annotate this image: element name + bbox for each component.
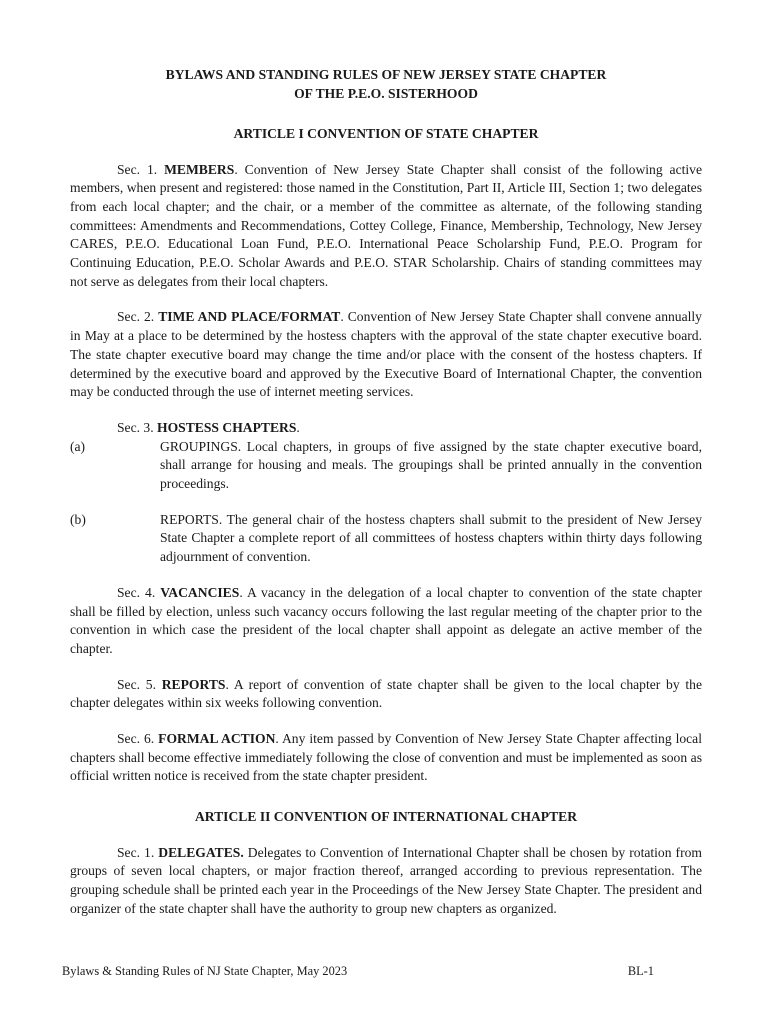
title-line-1: BYLAWS AND STANDING RULES OF NEW JERSEY STATE CHAPTER [165, 67, 607, 82]
footer-document-name: Bylaws & Standing Rules of NJ State Chapter, May 2023 [62, 964, 348, 978]
section-term: TIME AND PLACE/FORMAT [158, 309, 341, 325]
article-1-section-6: Sec. 6. FORMAL ACTION. Any item passed by Convention of New Jersey State Chapter affecting local chapters shall become effective immediately following the close of convention and must be implemented as soon as official written notice is received from the state chapter president. [70, 731, 702, 784]
article-1-section-4: Sec. 4. VACANCIES. A vacancy in the delegation of a local chapter to convention of the state chapter shall be filled by election, unless such vacancy occurs following the last regular meeting of the chapter prior to the convention in which case the president of the local chapter shall appoint as delegate an active member of the chapter. [70, 584, 702, 656]
article-1-section-3: Sec. 3. HOSTESS CHAPTERS. [117, 419, 300, 435]
section-term: DELEGATES. [158, 844, 244, 860]
article-2-section-1: Sec. 1. DELEGATES. Delegates to Convention of International Chapter shall be chosen by rotation from groups of seven local chapters, or major fraction thereof, arranged according to previous representation. The grouping schedule shall be printed each year in the Proceedings of the New Jersey State Chapter. The president and organizer of the state chapter shall have the authority to group new chapters as organized. [70, 844, 702, 916]
article-1-section-1: Sec. 1. MEMBERS. Convention of New Jersey State Chapter shall consist of the following active members, when present and registered: those named in the Constitution, Part II, Article III, Section 1; two delegates from each local chapter; and the chair, or a member of the committee as alternate, of the following standing committees: Amendments and Recommendations, Cottey College, Finance, Membership, Technology, New Jersey CARES, P.E.O. Educational Loan Fund, P.E.O. International Peace Scholarship Fund, P.E.O. Program for Continuing Education, P.E.O. Scholar Awards and P.E.O. STAR Scholarship. Chairs of standing committees may not serve as delegates from their local chapters. [70, 161, 702, 289]
section-term: MEMBERS [164, 161, 235, 177]
title-line-2: OF THE P.E.O. SISTERHOOD [294, 85, 478, 101]
section-term: HOSTESS CHAPTERS [157, 419, 297, 435]
article-1-heading: ARTICLE I CONVENTION OF STATE CHAPTER [233, 126, 539, 141]
article-1-section-5: Sec. 5. REPORTS. A report of convention of state chapter shall be given to the local chapter by the chapter delegates within six weeks following convention. [70, 676, 702, 711]
item-text: GROUPINGS. Local chapters, in groups of five assigned by the state chapter executive board, shall arrange for housing and meals. The groupings shall be printed annually in the convention proceedings. [160, 438, 702, 492]
page-footer [62, 964, 654, 979]
section-term: VACANCIES [160, 584, 240, 600]
article-1-section-2: Sec. 2. TIME AND PLACE/FORMAT. Convention of New Jersey State Chapter shall convene annually in May at a place to be determined by the hostess chapters with the approval of the state chapter executive board. The state chapter executive board may change the time and/or place with the consent of the hostess chapters. If determined by the executive board and approved by the Executive Board of International Chapter, the convention may be conducted through the use of internet meeting services. [70, 309, 702, 400]
document-page [70, 66, 702, 919]
document-title [70, 66, 702, 103]
section-3-item-b [70, 511, 702, 567]
article-2-heading: ARTICLE II CONVENTION OF INTERNATIONAL CHAPTER [194, 809, 578, 825]
footer-page-number: BL-1 [627, 964, 654, 978]
section-term: FORMAL ACTION [158, 731, 276, 747]
item-label: (a) [70, 438, 86, 454]
section-3-item-a [70, 438, 702, 494]
item-label: (b) [70, 511, 86, 527]
item-text: REPORTS. The general chair of the hostess chapters shall submit to the president of New Jersey State Chapter a complete report of all committees of hostess chapters within thirty days following adjournment of convention. [160, 511, 702, 565]
section-term: REPORTS [161, 676, 226, 692]
